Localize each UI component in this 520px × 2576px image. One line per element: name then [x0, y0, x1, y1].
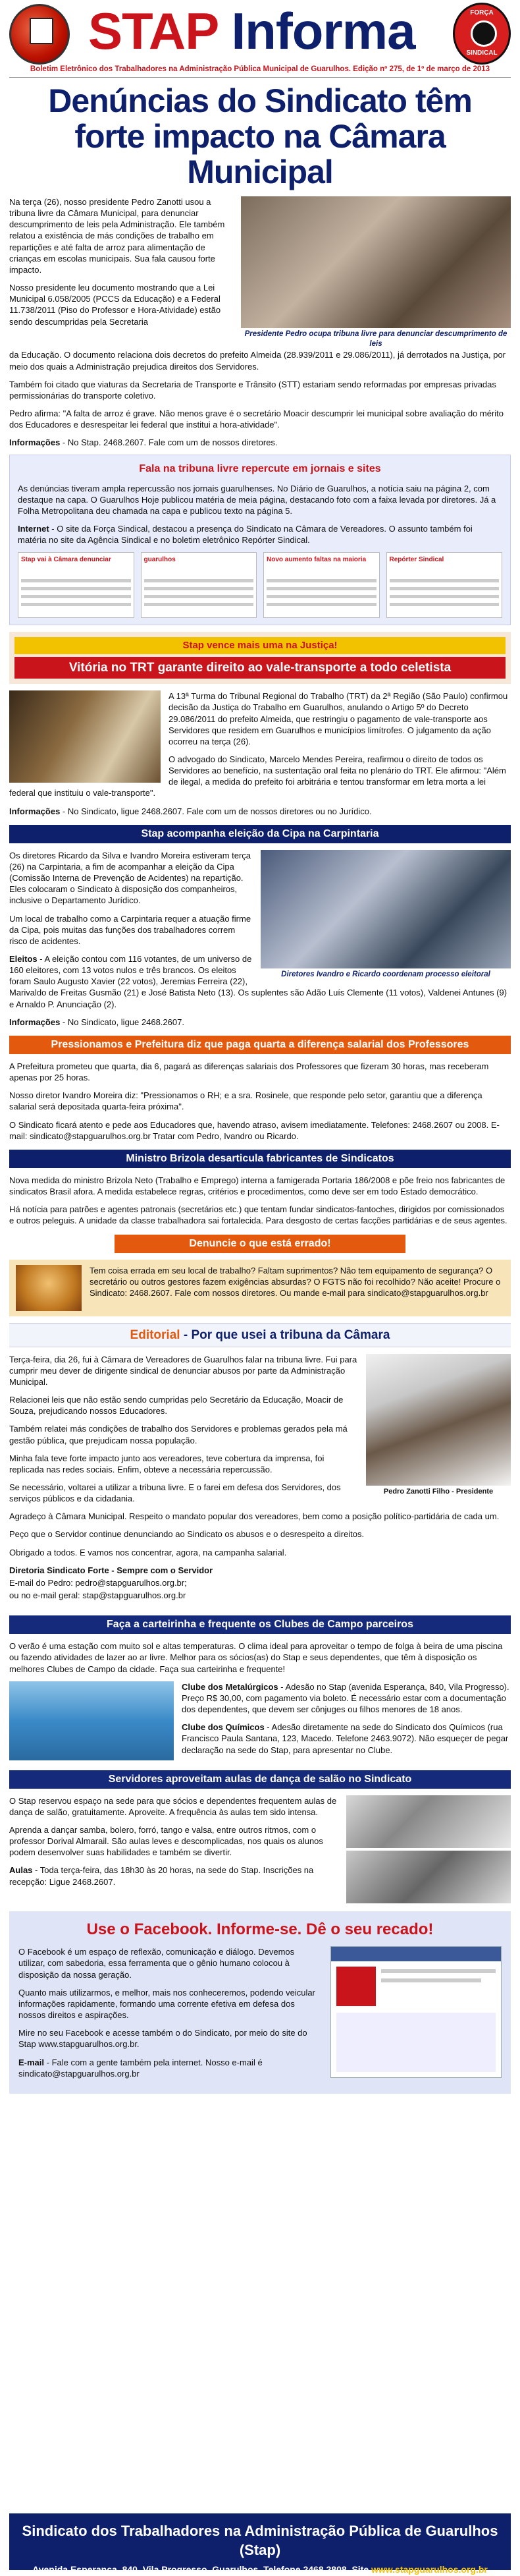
press-thumbnails [18, 552, 502, 618]
editorial-p4: Minha fala teve forte impacto junto aos vereadores, teve cobertura da imprensa, foi replicada nas redes sociais. Enfim, obteve a necessária repercussão. [9, 1453, 325, 1474]
cipa-story [9, 850, 511, 1017]
press-thumb-1[interactable] [18, 552, 134, 618]
victory-info-label: Informações [9, 806, 61, 816]
lead-p4: Pedro afirma: "A falta de arroz é grave. Não menos grave é o secretário Moacir descumprir lei municipal sobre avaliação do mérito dos Educadores e desrespeitar lei federal que institui a hora-atividade". [9, 408, 504, 430]
cipa-info-text: - No Sindicato, ligue 2468.2607. [60, 1017, 184, 1027]
teachers-band: Pressionamos e Prefeitura diz que paga quarta a diferença salarial dos Professores [9, 1036, 511, 1054]
facebook-p1: O Facebook é um espaço de reflexão, comunicação e diálogo. Devemos utilizar, com sabedoria, essa ferramenta que o gênio humano colocou à disposição da nossa geração. [18, 1947, 295, 1980]
dance-story [9, 1795, 511, 1903]
main-headline: Denúncias do Sindicato têm forte impacto na Câmara Municipal [48, 82, 472, 190]
victory-info [9, 806, 511, 817]
dance-photos [346, 1795, 511, 1903]
editorial-p5: Se necessário, voltarei a utilizar a tribuna livre. E o farei em defesa dos Servidores, dos serviços públicos e da cidadania. [9, 1482, 341, 1504]
editorial-signature: Diretoria Sindicato Forte - Sempre com o Servidor [9, 1565, 213, 1575]
megaphone-icon [16, 1265, 82, 1311]
cipa-photo [261, 850, 511, 968]
dance-band: Servidores aproveitam aulas de dança de salão no Sindicato [9, 1770, 511, 1789]
facebook-p4-label: E-mail [18, 2057, 45, 2067]
press-thumb-3-label: Novo aumento faltas na maioria [267, 556, 367, 564]
editorial-p7: Peço que o Servidor continue denunciando ao Sindicato os abusos e o desrespeito a direitos. [9, 1529, 365, 1540]
footer-address-text: Avenida Esperança, 840, Vila Progresso, Guarulhos. Telefone 2468.2808. Site [32, 2564, 372, 2575]
press-thumb-2[interactable] [141, 552, 257, 618]
victory-info-text: - No Sindicato, ligue 2468.2607. Fale com um de nossos diretores ou no Jurídico. [60, 806, 372, 816]
editorial-p1: Terça-feira, dia 26, fui à Câmara de Vereadores de Guarulhos falar na tribuna livre. Fui para cumprir meu dever de dirigente sindical de denunciar abusos por parte da Administração Municipal. [9, 1354, 357, 1387]
cipa-caption: Diretores Ivandro e Ricardo coordenam processo eleitoral [281, 970, 490, 978]
lead-p1: Na terça (26), nosso presidente Pedro Zanotti usou a tribuna livre da Câmara Municipal, para denunciar descumprimento de leis pela Administração. Ele também relatou a existência de más condições de trabalho em repartições e até falta de arroz para alimentação de crianças em escolas municipais. Sua fala causou forte impacto. [9, 197, 225, 275]
justice-victory [9, 632, 511, 684]
facebook-p2: Quanto mais utilizarmos, e melhor, mais nos conheceremos, podendo veicular informações rapidamente, formando uma corrente efetiva em defesa dos nossos direitos e aspirações. [18, 1987, 315, 2021]
dance-p3-label: Aulas [9, 1865, 33, 1876]
lead-photo [241, 196, 511, 328]
lead-info [9, 437, 511, 448]
victory-p1: A 13ª Turma do Tribunal Regional do Trabalho (TRT) da 2ª Região (São Paulo) confirmou decisão da Justiça do Trabalho em Guarulhos, anulando o Artigo 5º do Decreto 29.086/2011 do prefeito Almeida, que restringiu o pagamento de vale-transporte aos Servidores que residem em Guarulhos e municípios limítrofes. O julgamento da ação ocorreu na terça (26). [169, 691, 508, 746]
club-1-text: - Adesão no Stap (avenida Esperança, 840, Vila Progresso). Preço R$ 30,00, com pagamento via boleto. É necessário estar com a documentação dos dependentes, que devem ser cônjuges ou filhos menores de 18 anos. [182, 1681, 509, 1715]
press-thumb-1-label: Stap vai à Câmara denunciar [21, 556, 111, 564]
club-1-label: Clube dos Metalúrgicos [182, 1681, 278, 1692]
dance-p3-text: - Toda terça-feira, das 18h30 às 20 horas, na sede do Stap. Inscrições na recepção: Ligue 2468.2607. [9, 1865, 314, 1887]
facebook-p4-text: - Fale com a gente também pela internet. Nosso e-mail é sindicato@stapguarulhos.org.br [18, 2057, 263, 2079]
cipa-info-label: Informações [9, 1017, 61, 1027]
press-thumb-2-label: guarulhos [143, 556, 176, 564]
gavel-photo [9, 690, 161, 783]
repercussion-title: Fala na tribuna livre repercute em jornais e sites [139, 463, 381, 475]
clubs-list [9, 1681, 511, 1762]
cipa-band: Stap acompanha eleição da Cipa na Carpintaria [9, 825, 511, 843]
facebook-box [9, 1911, 511, 2094]
editorial-email-pedro[interactable]: E-mail do Pedro: pedro@stapguarulhos.org.br; [9, 1577, 187, 1588]
club-2-text: - Adesão diretamente na sede do Sindicato dos Químicos (rua Francisco Paula Santana, 123, Macedo. Telefone 2463.9072). Não esqueçer de pegar declaração na sede do Stap, para apresentar no Clube. [182, 1722, 509, 1755]
report-band: Denuncie o que está errado! [115, 1235, 405, 1253]
facebook-screenshot [330, 1946, 502, 2078]
president-photo [366, 1354, 511, 1486]
dance-photo-1 [346, 1795, 511, 1848]
editorial-photo-block [366, 1354, 511, 1497]
lead-info-label: Informações [9, 437, 61, 448]
stap-logo [9, 4, 70, 65]
forca-sindical-logo [453, 3, 511, 65]
teachers-p3: O Sindicato ficará atento e pede aos Educadores que, havendo atraso, avisem imediatamente. Telefones: 2468.2607 ou 2008. E-mail: sindicato@stapguarulhos.org.br Tratar com Pedro, Ivandro ou Ricardo. [9, 1119, 500, 1141]
press-thumb-4[interactable] [386, 552, 503, 618]
footer [9, 2513, 511, 2575]
teachers-p2: Nosso diretor Ivandro Moreira diz: "Pressionamos o RH; e a sra. Rosinele, que responde pelo setor, garantiu que a diferença salarial será depositada quarta-feira próxima". [9, 1090, 482, 1112]
victory-story [9, 690, 511, 805]
teachers-p1: A Prefeitura prometeu que quarta, dia 6, pagará as diferenças salariais dos Professores que fizeram 30 horas, mas receberam apenas por 25 horas. [9, 1061, 489, 1083]
victory-title: Vitória no TRT garante direito ao vale-transporte a todo celetista [14, 657, 506, 679]
brizola-band: Ministro Brizola desarticula fabricantes de Sindicatos [9, 1150, 511, 1168]
repercussion-p2 [18, 523, 502, 546]
victory-p2: O advogado do Sindicato, Marcelo Mendes Pereira, reafirmou o direito de todos os Servidores ao benefício, na sustentação oral feita no plenário do TRT. Ele afirmou: "Além de ilegal, a medida do prefeito foi arbitrária e tentou transformar em letra morta a lei federal que instituiu o vale-transporte". [9, 754, 506, 798]
brizola-p1: Nova medida do ministro Brizola Neto (Trabalho e Emprego) interna a famigerada Portaria 186/2008 e põe freio nos fabricantes de sindicatos Brasil afora. A medida estabelece regras, critérios e procedimentos, como deve ser em todo Estado democrático. [9, 1175, 506, 1197]
cipa-info [9, 1017, 511, 1028]
editorial-p3: Também relatei más condições de trabalho dos Servidores e problemas gerados pela má gestão pública, que prejudicam nossa população. [9, 1424, 348, 1445]
editorial-heading: - Por que usei a tribuna da Câmara [180, 1328, 390, 1342]
editorial-p8: Obrigado a todos. E vamos nos concentrar, agora, na campanha salarial. [9, 1547, 287, 1557]
repercussion-p1: As denúncias tiveram ampla repercussão nos jornais guarulhenses. No Diário de Guarulhos, a notícia saiu na página 2, com destaque na capa. O Guarulhos Hoje publicou matéria de meia página, destacando foto com a faixa levada por diretores. Já a Folha Metropolitana deu chamada na capa e publicou texto na página 5. [18, 483, 496, 516]
clubs-band: Faça a carteirinha e frequente os Clubes de Campo parceiros [9, 1615, 511, 1634]
facebook-title: Use o Facebook. Informe-se. Dê o seu recado! [86, 1920, 434, 1938]
editorial-label: Editorial [130, 1328, 180, 1342]
editorial-p2: Relacionei leis que não estão sendo cumpridas pelo Secretário da Educação, Moacir de Souza, prejudicando nossos Educadores. [9, 1395, 344, 1416]
press-thumb-3[interactable] [263, 552, 380, 618]
victory-kicker: Stap vence mais uma na Justiça! [14, 637, 506, 654]
editorial-caption: Pedro Zanotti Filho - Presidente [383, 1487, 494, 1496]
dance-p1: O Stap reservou espaço na sede para que sócios e dependentes frequentem aulas de dança de salão, gratuitamente. Aproveite. A frequência às aulas tem sido intensa. [9, 1795, 337, 1817]
footer-site-link[interactable]: www.stapguarulhos.org.br [371, 2564, 488, 2575]
club-2-label: Clube dos Químicos [182, 1722, 265, 1733]
footer-address [9, 2560, 511, 2575]
facebook-p3: Mire no seu Facebook e acesse também o do Sindicato, por meio do site do Stap www.stapguarulhos.org.br. [18, 2028, 307, 2050]
lead-info-text: - No Stap. 2468.2607. Fale com um de nossos diretores. [60, 437, 278, 448]
lead-story [9, 196, 511, 349]
repercussion-p2-text: - O site da Força Sindical, destacou a presença do Sindicato na Câmara de Vereadores. O assunto também foi matéria no site da Agência Sindical e no boletim eletrônico Repórter Sindical. [18, 524, 473, 546]
masthead-informa: Informa [231, 2, 415, 60]
editorial-email-general[interactable]: ou no e-mail geral: stap@stapguarulhos.org.br [9, 1590, 186, 1601]
cipa-photo-block [261, 850, 511, 980]
lead-p2a: Nosso presidente leu documento mostrando que a Lei Municipal 6.058/2005 (PCCS da Educação) e a Federal 11.738/2011 (Piso do Professor e Hora-Atividade) estão sendo descumpridas pela Secretaria [9, 283, 221, 327]
editorial-title [9, 1323, 511, 1347]
masthead [88, 1, 415, 61]
lead-caption: Presidente Pedro ocupa tribuna livre para denunciar descumprimento de leis [244, 330, 507, 349]
report-text: Tem coisa errada em seu local de trabalho? Faltam suprimentos? Não tem equipamento de segurança? O secretário ou outros gestores fazem exigências absurdas? O FGTS não foi recolhido? Não aceite! Procure o Sindicato: 2468.2607. Fale com nossos diretores. Ou mande e-mail para sindicato@stapguarulhos.org.br [90, 1265, 501, 1298]
edition-line: Boletim Eletrônico dos Trabalhadores na Administração Pública Municipal de Guarulhos. Edição nº 275, de 1º de março de 2013 [30, 65, 490, 73]
pool-photo [9, 1681, 174, 1760]
report-box [9, 1260, 511, 1316]
editorial-story [9, 1354, 511, 1608]
cipa-p2: Um local de trabalho como a Carpintaria requer a atuação firme da Cipa, pois muitas das funções dos trabalhadores correm risco de acidentes. [9, 913, 251, 946]
logo-text-bottom: SINDICAL [466, 49, 498, 57]
lead-photo-block [241, 196, 511, 349]
masthead-stap: STAP [88, 2, 218, 60]
lead-p3: Também foi citado que viaturas da Secretaria de Transporte e Trânsito (STT) estariam sendo reformadas por empresas privadas permissionárias do transporte coletivo. [9, 379, 496, 401]
logo-text-top: FORÇA [470, 9, 494, 16]
repercussion-box [9, 455, 511, 625]
dance-photo-2 [346, 1851, 511, 1903]
brizola-p2: Há notícia para patrões e agentes patronais (secretários etc.) que tentam fundar sindicatos-fantoches, dirigidos por comissionados e outros peleguis. A unidade da classe trabalhadora sai fortalecida. Para desgosto de certas facções partidárias e de seus agentes. [9, 1204, 507, 1226]
header [9, 0, 511, 78]
dance-p2: Aprenda a dançar samba, bolero, forró, tango e valsa, entre outros ritmos, com o professor Dorival Almarail. São aulas leves e descomplicadas, nos quais os alunos podem desenvolver suas habilidades e também se divertir. [9, 1824, 323, 1858]
footer-org: Sindicato dos Trabalhadores na Administração Pública de Guarulhos (Stap) [22, 2523, 498, 2559]
cipa-p3-text: - A eleição contou com 116 votantes, de um universo de 160 eleitores, com 13 votos nulos e três brancos. Os eleitos foram Saulo Augusto Xavier (22 votos), Jeremias Ferreira (22), Marivaldo de Freitas Gusmão (21) e José Batista Neto (13). Os suplentes são Adão Luís Clemente (11 votos), Valdenei Antunes (9) e Arnaldo P. Anunciação (2). [9, 954, 507, 1009]
repercussion-p2-label: Internet [18, 524, 49, 534]
editorial-p6: Agradeço à Câmara Municipal. Respeito o mandato popular dos vereadores, bem como a posição político-partidária de cada um. [9, 1511, 500, 1522]
cipa-p1: Os diretores Ricardo da Silva e Ivandro Moreira estiveram terça (26) na Carpintaria, a fim de acompanhar a eleição da Cipa (Comissão Interna de Prevenção de Acidentes) na repartição. Eles colocaram o Sindicato à disposição dos companheiros, inclusive o Departamento Jurídico. [9, 850, 251, 906]
cipa-p3-label: Eleitos [9, 954, 38, 965]
clubs-p1: O verão é uma estação com muito sol e altas temperaturas. O clima ideal para aproveitar o tempo de folga à beira de uma piscina ou fazendo atividades de lazer ao ar livre. Melhor para os sócios(as) do Stap e seus dependentes, que têm à disposição os melhores Clubes de Campo da cidade. Faça sua carteirinha e frequente! [9, 1641, 503, 1674]
lead-p2b: da Educação. O documento relaciona dois decretos do prefeito Almeida (28.939/2011 e 29.086/2011), já derrotados na Justiça, por meio dos quais a Administração prejudica direitos dos Servidores. [9, 350, 506, 372]
press-thumb-4-label: Repórter Sindical [389, 556, 444, 564]
